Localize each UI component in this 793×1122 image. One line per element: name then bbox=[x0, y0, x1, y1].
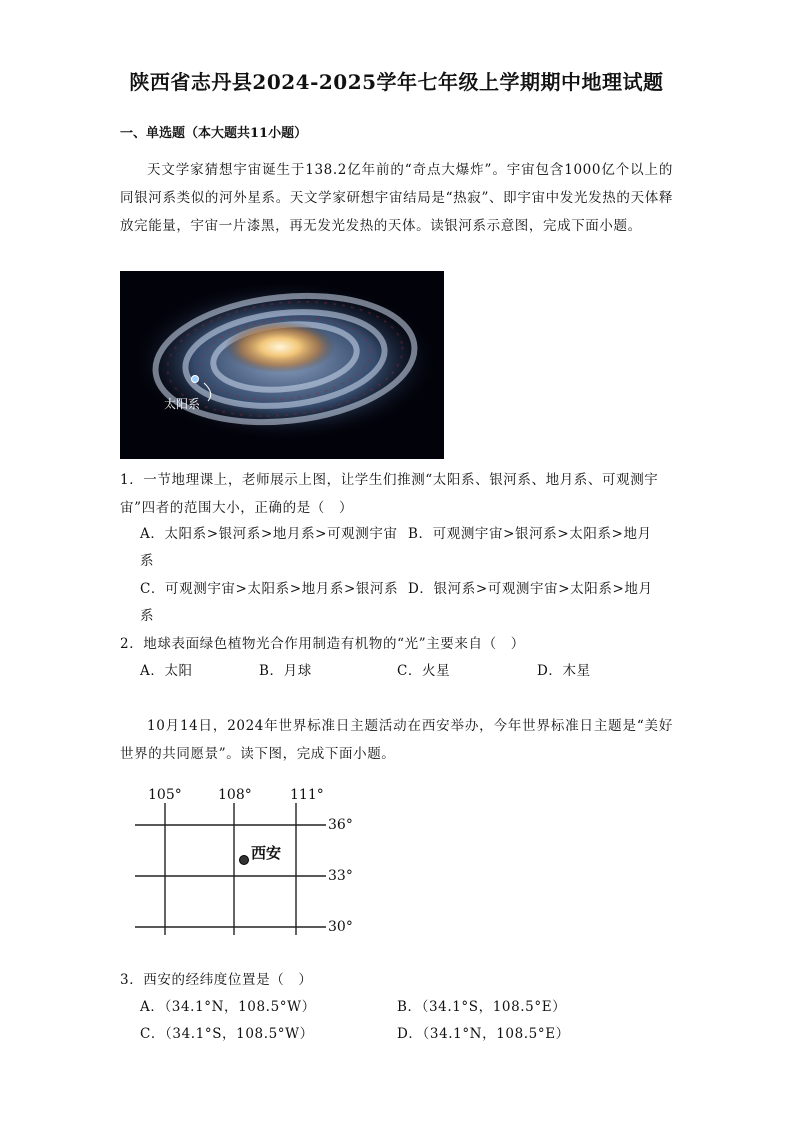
q1-option-d-cont: 系 bbox=[140, 608, 155, 624]
q2-option-a: A．太阳 bbox=[140, 663, 193, 679]
passage-2: 10月14日，2024年世界标准日主题活动在西安举办，今年世界标准日主题是“美好世界的共同愿景”。读下图，完成下面小题。 bbox=[120, 718, 673, 762]
q3-option-b: B．（34.1°S，108.5°E） bbox=[397, 999, 567, 1015]
lon-label-108: 108° bbox=[218, 787, 252, 803]
xian-label: 西安 bbox=[251, 844, 282, 862]
lat-label-36: 36° bbox=[328, 817, 353, 833]
milky-way-image bbox=[120, 271, 444, 459]
xian-marker bbox=[240, 856, 249, 865]
lat-label-33: 33° bbox=[328, 868, 353, 884]
q1-option-a: A．太阳系>银河系>地月系>可观测宇宙 bbox=[140, 526, 398, 542]
q2-option-b: B．月球 bbox=[259, 663, 312, 679]
q2-option-d: D．木星 bbox=[537, 663, 591, 679]
q1-option-b: B．可观测宇宙>银河系>太阳系>地月 bbox=[408, 526, 652, 542]
section-heading: 一、单选题（本大题共11小题） bbox=[120, 126, 308, 141]
q3-option-d: D．（34.1°N，108.5°E） bbox=[397, 1026, 570, 1042]
lon-label-105: 105° bbox=[148, 787, 182, 803]
page-title: 陕西省志丹县2024-2025学年七年级上学期期中地理试题 bbox=[129, 70, 664, 94]
question-1-stem: 1．一节地理课上，老师展示上图，让学生们推测“太阳系、银河系、地月系、可观测宇宙”四者的范围大小，正确的是（ ） bbox=[120, 472, 659, 516]
q3-option-a: A．（34.1°N，108.5°W） bbox=[140, 999, 316, 1015]
q2-option-c: C．火星 bbox=[397, 663, 451, 679]
passage-1: 天文学家猜想宇宙诞生于138.2亿年前的“奇点大爆炸”。宇宙包含1000亿个以上的同银河系类似的河外星系。天文学家研想宇宙结局是“热寂”、即宇宙中发光发热的天体释放完能量，宇宙一片漆黑，再无发光发热的天体。读银河系示意图，完成下面小题。 bbox=[120, 162, 673, 234]
lat-label-30: 30° bbox=[328, 919, 353, 935]
q3-option-c: C．（34.1°S，108.5°W） bbox=[140, 1026, 314, 1042]
question-2-stem: 2．地球表面绿色植物光合作用制造有机物的“光”主要来自（ ） bbox=[120, 636, 525, 652]
milky-way-illustration bbox=[120, 271, 444, 459]
q1-option-b-cont: 系 bbox=[140, 553, 155, 569]
q1-option-c: C．可观测宇宙>太阳系>地月系>银河系 bbox=[140, 581, 399, 597]
solar-system-label: 太阳系 bbox=[164, 397, 201, 411]
lon-label-111: 111° bbox=[290, 787, 324, 803]
question-3-stem: 3．西安的经纬度位置是（ ） bbox=[120, 972, 313, 988]
q1-option-d: D．银河系>可观测宇宙>太阳系>地月 bbox=[408, 581, 653, 597]
lat-lon-grid-map bbox=[120, 783, 380, 953]
grid-figure bbox=[120, 783, 380, 953]
